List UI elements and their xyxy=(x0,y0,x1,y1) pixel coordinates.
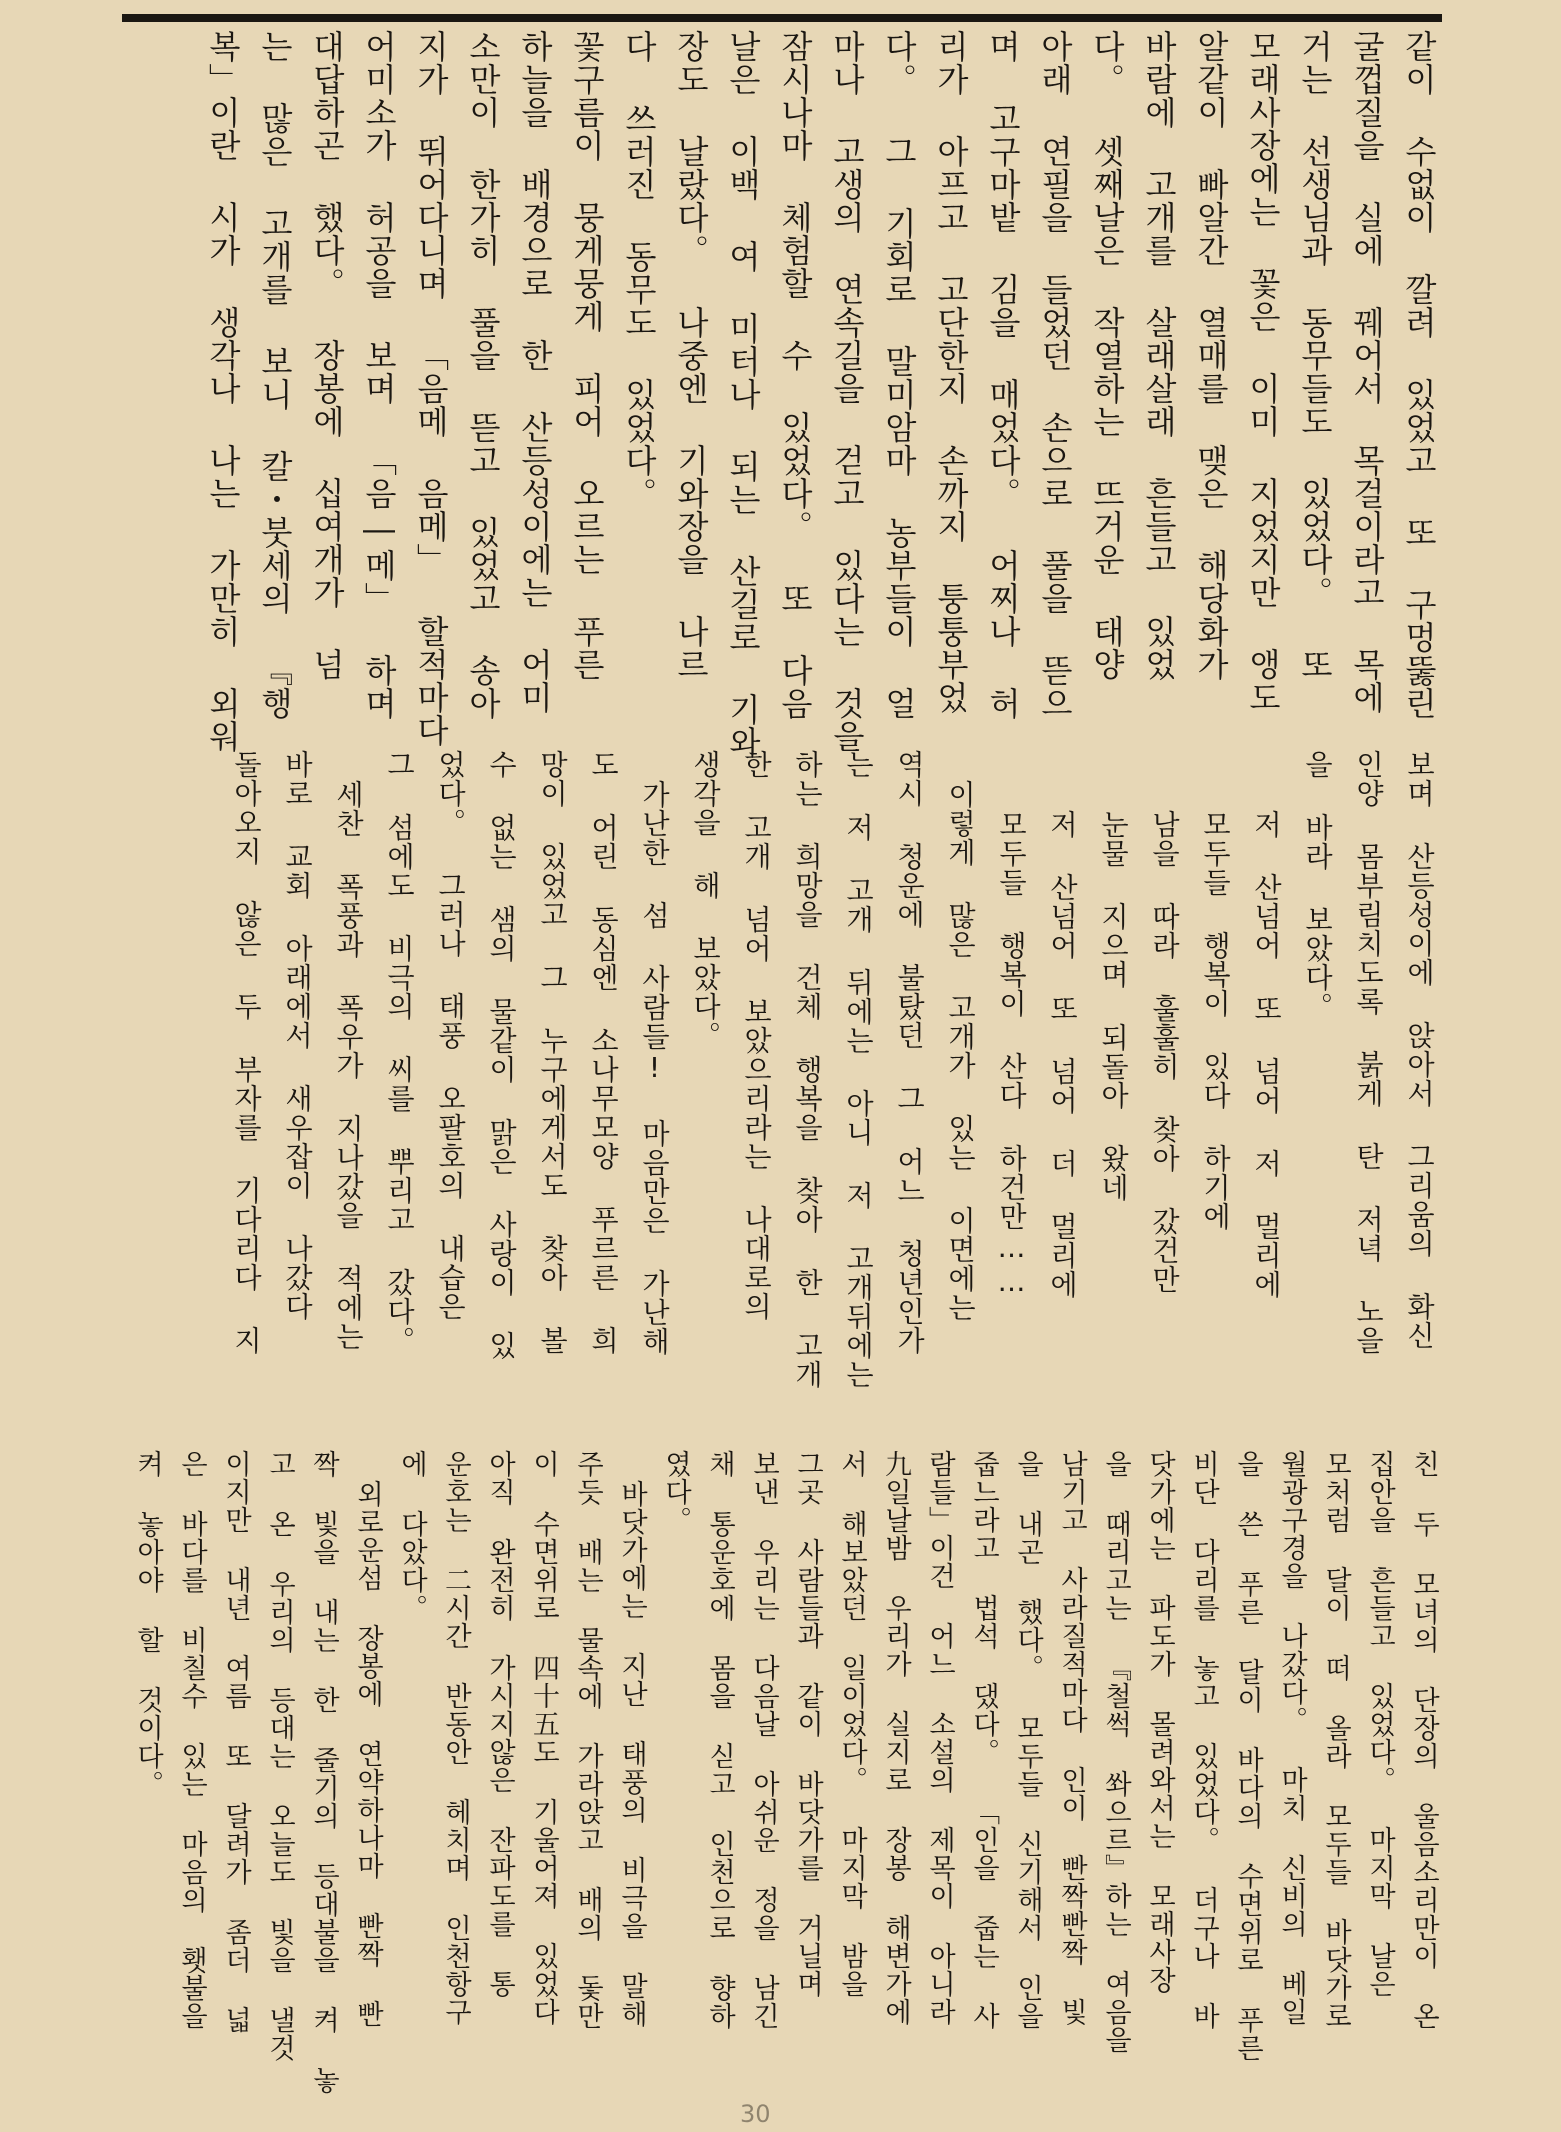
section-bottom xyxy=(125,1450,1445,2094)
text-column: 알같이 빠알간 열매를 맺은 해당화가 xyxy=(1192,30,1230,681)
text-column: 장도 날랐다。 나중엔 기와장을 나르 xyxy=(672,30,710,681)
poem-line: 모두들 행복이 산다 하건만…… xyxy=(995,810,1028,1299)
text-column: 였다。 xyxy=(660,1450,691,1534)
text-column: 은 바다를 비칠수 있는 마음의 횃불을 xyxy=(176,1450,207,2030)
text-column: 다。 셋째날은 작열하는 뜨거운 태양 xyxy=(1088,30,1126,681)
text-column: 날은 이백 여 미터나 되는 산길로 기와 xyxy=(724,30,762,759)
text-column: 보며 산등성이에 앉아서 그리움의 화신 xyxy=(1403,750,1436,1350)
text-column: 모처럼 달이 떠 올라 모두들 바닷가로 xyxy=(1320,1450,1351,2030)
text-column: 이 수면위로 四十五도 기울어져 있었다 xyxy=(528,1450,559,2026)
text-column: 九일날밤 우리가 실지로 장봉 해변가에 xyxy=(880,1450,911,2026)
text-column: 친 두 모녀의 단장의 울음소리만이 온 xyxy=(1408,1450,1439,2030)
text-column: 닷가에는 파도가 몰려와서는 모래사장 xyxy=(1144,1450,1175,1994)
text-column: 세찬 폭풍과 폭우가 지나갔을 적에는 xyxy=(332,780,365,1351)
text-column: 생각을 해 보았다。 xyxy=(689,750,722,1050)
text-column: 집안을 흔들고 있었다。 마지막 날은 xyxy=(1364,1450,1395,1998)
poem-line: 눈물 지으며 되돌아 왔네 xyxy=(1097,810,1130,1202)
poem-line: 모두들 행복이 있다 하기에 xyxy=(1199,810,1232,1231)
text-column: 이지만 내년 여름 또 달려가 좀더 넓 xyxy=(220,1450,251,2034)
text-column: 하는 희망을 건체 행복을 찾아 한 고개 xyxy=(791,750,824,1389)
text-column: 같이 수없이 깔려 있었고 또 구멍뚫린 xyxy=(1400,30,1438,720)
text-column: 외로운섬 장봉에 연약하나마 빤짝 빤 xyxy=(352,1480,383,2028)
section-middle xyxy=(221,750,1445,1400)
text-column: 망이 있었고 그 누구에게서도 찾아 볼 xyxy=(536,750,569,1355)
text-column: 이렇게 많은 고개가 있는 이면에는 xyxy=(944,780,977,1322)
text-column: 운호는 二시간 반동안 헤치며 인천항구 xyxy=(440,1450,471,2026)
text-column: 었다。 그러나 태풍 오팔호의 내습은 xyxy=(434,750,467,1321)
poem-line: 저 산넘어 또 넘어 저 멀리에 xyxy=(1250,810,1283,1299)
poem-line: 저 산넘어 또 넘어 더 멀리에 xyxy=(1046,810,1079,1299)
text-column: 꽃구름이 뭉게뭉게 피어 오르는 푸른 xyxy=(568,30,606,681)
text-column: 줍느라고 법석 댔다。 「인을 줍는 사 xyxy=(968,1450,999,2030)
text-column: 다 쓰러진 동무도 있었다。 xyxy=(620,30,658,510)
text-column: 복」이란 시가 생각나 나는 가만히 외워 xyxy=(204,30,242,753)
text-column: 아래 연필을 들었던 손으로 풀을 뜯으 xyxy=(1036,30,1074,720)
text-column: 채 통운호에 몸을 싣고 인천으로 향하 xyxy=(704,1450,735,2030)
text-column: 을 바라 보았다。 xyxy=(1301,750,1334,1021)
text-column: 지가 뛰어다니며 「음메 음메」 할적마다 xyxy=(412,30,450,747)
text-column: 아직 완전히 가시지않은 잔파도를 통 xyxy=(484,1450,515,1998)
text-column: 수 없는 샘의 물같이 맑은 사랑이 있 xyxy=(485,750,518,1360)
text-column: 어미소가 허공을 보며 「음―메」 하며 xyxy=(360,30,398,720)
text-column: 며 고구마밭 김을 매었다。 어찌나 허 xyxy=(984,30,1022,720)
text-column: 는 저 고개 뒤에는 아니 저 고개뒤에는 xyxy=(842,750,875,1389)
text-column: 바람에 고개를 살래살래 흔들고 있었 xyxy=(1140,30,1178,681)
text-column: 보낸 우리는 다음날 아쉬운 정을 남긴 xyxy=(748,1450,779,2030)
text-column: 바닷가에는 지난 태풍의 비극을 말해 xyxy=(616,1480,647,2028)
text-column: 바로 교회 아래에서 새우잡이 나갔다 xyxy=(281,750,314,1321)
text-column: 굴껍질을 실에 꿰어서 목걸이라고 목에 xyxy=(1348,30,1386,714)
text-column: 리가 아프고 고단한지 손까지 퉁퉁부었 xyxy=(932,30,970,714)
text-column: 다。 그 기회로 말미암마 농부들이 얼 xyxy=(880,30,918,720)
text-column: 그곳 사람들과 같이 바닷가를 거닐며 xyxy=(792,1450,823,1998)
text-column: 하늘을 배경으로 한 산등성이에는 어미 xyxy=(516,30,554,714)
text-column: 켜 놓아야 할 것이다。 xyxy=(132,1450,163,1798)
text-column: 주듯 배는 물속에 가라앉고 배의 돛만 xyxy=(572,1450,603,2030)
text-column: 그 섬에도 비극의 씨를 뿌리고 갔다。 xyxy=(383,750,416,1355)
text-column: 람들」이건 어느 소설의 제목이 아니라 xyxy=(924,1450,955,2026)
text-column: 월광구경을 나갔다。 마치 신비의 베일 xyxy=(1276,1450,1307,2026)
top-rule xyxy=(122,14,1442,22)
text-column: 거는 선생님과 동무들도 있었다。 또 xyxy=(1296,30,1334,681)
text-column: 돌아오지 않은 두 부자를 기다리다 지 xyxy=(230,750,263,1355)
text-column: 을 쓴 푸른 달이 바다의 수면위로 푸른 xyxy=(1232,1450,1263,2062)
text-column: 을 내곤 했다。 모두들 신기해서 인을 xyxy=(1012,1450,1043,2030)
text-column: 역시 청운에 불탔던 그 어느 청년인가 xyxy=(893,750,926,1355)
text-column: 모래사장에는 꽃은 이미 지었지만 앵도 xyxy=(1244,30,1282,714)
text-column: 고 온 우리의 등대는 오늘도 빛을 낼것 xyxy=(264,1450,295,2062)
text-column: 서 해보았던 일이었다。 마지막 밤을 xyxy=(836,1450,867,1998)
text-column: 한 고개 넘어 보았으리라는 나대로의 xyxy=(740,750,773,1321)
text-column: 남기고 사라질적마다 인이 빤짝빤짝 빛 xyxy=(1056,1450,1087,2026)
text-column: 에 다았다。 xyxy=(396,1450,427,1622)
text-column: 인양 몸부림치도록 붉게 탄 저녁 노을 xyxy=(1352,750,1385,1355)
text-column: 소만이 한가히 풀을 뜯고 있었고 송아 xyxy=(464,30,502,720)
page-number: 30 xyxy=(740,2100,771,2128)
text-column: 비단 다리를 놓고 있었다。 더구나 바 xyxy=(1188,1450,1219,2030)
text-column: 대답하곤 했다。 장봉에 십여개가 넘 xyxy=(308,30,346,681)
poem-line: 남을 따라 훌훌히 찾아 갔건만 xyxy=(1148,810,1181,1294)
section-top xyxy=(197,30,1445,759)
text-column: 도 어린 동심엔 소나무모양 푸르른 희 xyxy=(587,750,620,1355)
text-column: 짝 빛을 내는 한 줄기의 등대불을 켜 놓 xyxy=(308,1450,339,2094)
text-column: 는 많은 고개를 보니 칼・붓세의 『행 xyxy=(256,30,294,720)
text-column: 잠시나마 체험할 수 있었다。 또 다음 xyxy=(776,30,814,720)
text-column: 을 때리고는 『철썩 쏴으르』하는 여음을 xyxy=(1100,1450,1131,2054)
text-column: 가난한 섬 사람들! 마음만은 가난해 xyxy=(638,780,671,1356)
text-column: 마나 고생의 연속길을 걷고 있다는 것을 xyxy=(828,30,866,753)
